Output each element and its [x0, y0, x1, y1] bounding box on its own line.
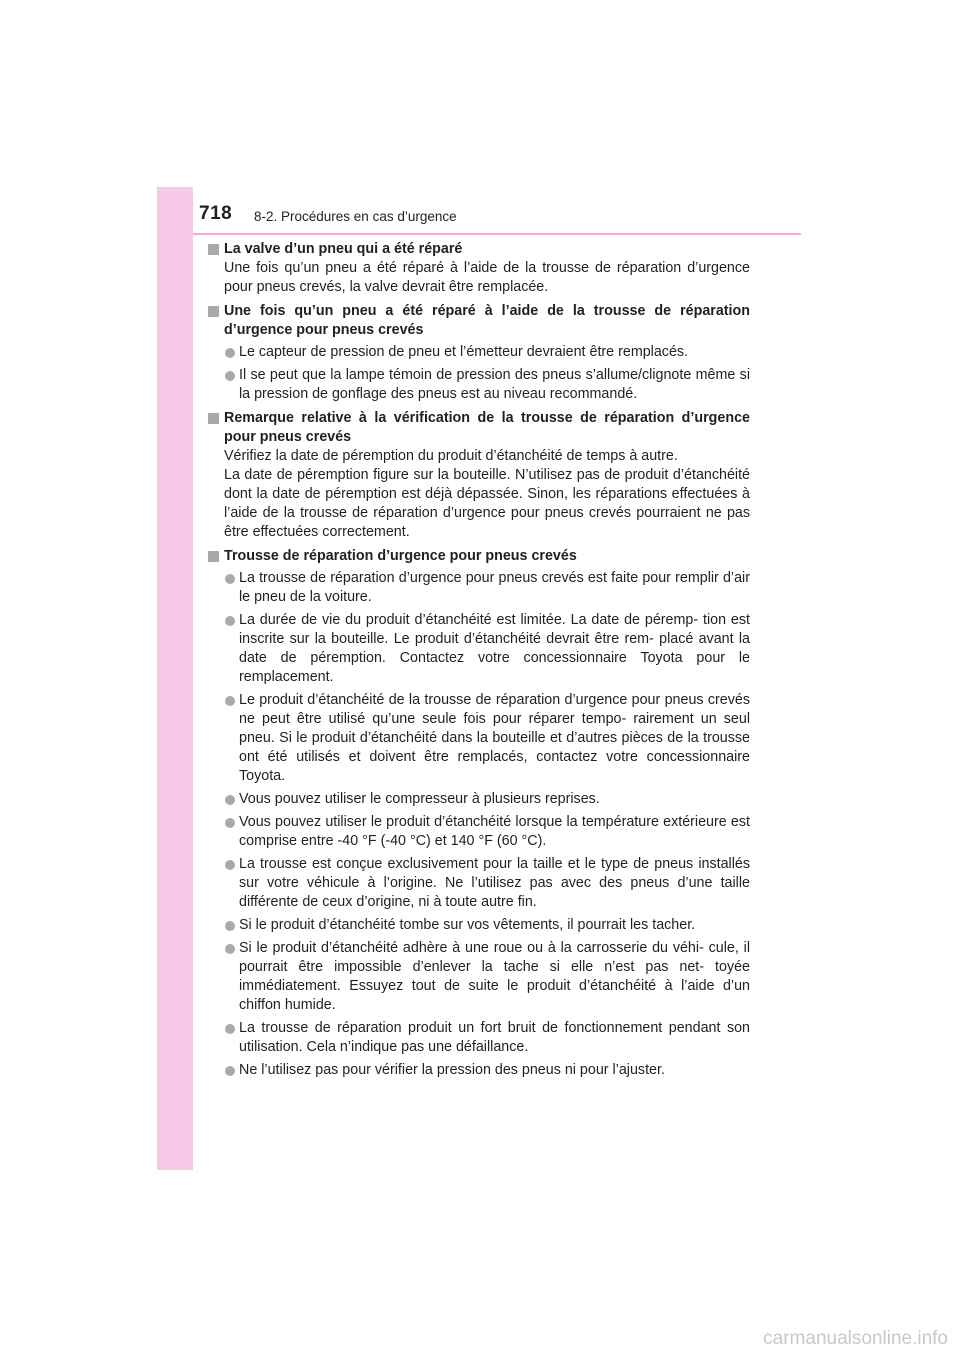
square-bullet-icon — [208, 306, 219, 317]
round-bullet-icon — [225, 860, 235, 870]
bullet-text: Le produit d’étanchéité de la trousse de réparation d’urgence pour pneus crevés ne peut être utilisé qu’une seule fois pour réparer tempo- rairement un seul pneu. Si le produit d’étanchéité dans la bouteille et d’autres pièces de la trousse ont été utilisés et doivent être remplacés, contactez votre concessionnaire Toyota. — [239, 692, 750, 784]
bullet-item — [207, 691, 750, 786]
round-bullet-icon — [225, 818, 235, 828]
bullet-text: Le capteur de pression de pneu et l’émetteur devraient être remplacés. — [239, 344, 689, 360]
section-paragraphs — [207, 447, 750, 542]
bullet-text: Si le produit d’étanchéité tombe sur vos vêtements, il pourrait les tacher. — [239, 917, 696, 933]
round-bullet-icon — [225, 795, 235, 805]
section-heading — [207, 240, 750, 259]
square-bullet-icon — [208, 551, 219, 562]
bullet-item — [207, 813, 750, 851]
section-paragraphs — [207, 259, 750, 297]
section-heading-text: Remarque relative à la vérification de la trousse de réparation d’urgence pour pneus crevés — [224, 410, 750, 445]
round-bullet-icon — [225, 1066, 235, 1076]
chapter-side-band — [157, 187, 193, 1170]
round-bullet-icon — [225, 696, 235, 706]
bullet-text: Ne l’utilisez pas pour vérifier la pression des pneus ni pour l’ajuster. — [239, 1062, 665, 1078]
section-heading-text: Une fois qu’un pneu a été réparé à l’aide de la trousse de réparation d’urgence pour pneus crevés — [224, 303, 750, 338]
section-heading-text: La valve d’un pneu qui a été réparé — [224, 241, 463, 257]
bullet-text: Si le produit d’étanchéité adhère à une roue ou à la carrosserie du véhi- cule, il pourrait être impossible d’enlever la tache si elle n’est pas net- toyée immédiatement. Essuyez tout de suite le produit d’étanchéité à l’aide d’un chiffon humide. — [239, 940, 750, 1013]
bullet-text: Vous pouvez utiliser le produit d’étanchéité lorsque la température extérieure est comprise entre -40 °F (-40 °C) et 140 °F (60 °C). — [239, 814, 750, 849]
bullet-text: La trousse de réparation produit un fort bruit de fonctionnement pendant son utilisation. Cela n’indique pas une défaillance. — [239, 1020, 750, 1055]
bullet-item — [207, 1019, 750, 1057]
round-bullet-icon — [225, 371, 235, 381]
round-bullet-icon — [225, 944, 235, 954]
round-bullet-icon — [225, 574, 235, 584]
bullet-item — [207, 916, 750, 935]
round-bullet-icon — [225, 348, 235, 358]
round-bullet-icon — [225, 921, 235, 931]
bullet-item — [207, 855, 750, 912]
section-heading — [207, 547, 750, 566]
header-divider — [193, 233, 801, 235]
section-title: 8-2. Procédures en cas d’urgence — [254, 209, 457, 224]
paragraph: Vérifiez la date de péremption du produit d’étanchéité de temps à autre. — [224, 448, 678, 464]
paragraph: La date de péremption figure sur la bouteille. N’utilisez pas de produit d’étanchéité dont la date de péremption est déjà dépassée. Sinon, les réparations effectuées à l’aide de la trousse de réparation d’urgence pour pneus crevés pourraient ne pas être effectuées correctement. — [224, 467, 750, 540]
paragraph: Une fois qu’un pneu a été réparé à l’aide de la trousse de réparation d’urgence pour pneus crevés, la valve devrait être remplacée. — [224, 260, 750, 295]
bullet-item — [207, 1061, 750, 1080]
section-heading-text: Trousse de réparation d’urgence pour pneus crevés — [224, 548, 577, 564]
bullet-text: Il se peut que la lampe témoin de pression des pneus s’allume/clignote même si la pression de gonflage des pneus est au niveau recommandé. — [239, 367, 750, 402]
square-bullet-icon — [208, 244, 219, 255]
bullet-item — [207, 343, 750, 362]
bullet-text: La durée de vie du produit d’étanchéité est limitée. La date de péremp- tion est inscrite sur la bouteille. Le produit d’étanchéité devrait être rem- placé avant la date de péremption. Contactez votre concessionnaire Toyota pour le remplacement. — [239, 612, 750, 685]
bullet-text: La trousse est conçue exclusivement pour la taille et le type de pneus installés sur votre véhicule à l’origine. Ne l’utilisez pas avec des pneus d’une taille différente de ceux d’origine, ni à toute autre fin. — [239, 856, 750, 910]
bullet-item — [207, 611, 750, 687]
bullet-item — [207, 366, 750, 404]
section-heading — [207, 409, 750, 447]
bullet-item — [207, 569, 750, 607]
bullet-item — [207, 939, 750, 1015]
watermark: carmanualsonline.info — [763, 1328, 948, 1349]
square-bullet-icon — [208, 413, 219, 424]
round-bullet-icon — [225, 1024, 235, 1034]
bullet-text: Vous pouvez utiliser le compresseur à plusieurs reprises. — [239, 791, 600, 807]
page-number: 718 — [199, 203, 233, 224]
bullet-text: La trousse de réparation d’urgence pour pneus crevés est faite pour remplir d’air le pneu de la voiture. — [239, 570, 750, 605]
round-bullet-icon — [225, 616, 235, 626]
section-heading — [207, 302, 750, 340]
bullet-item — [207, 790, 750, 809]
page-content — [207, 240, 750, 1080]
